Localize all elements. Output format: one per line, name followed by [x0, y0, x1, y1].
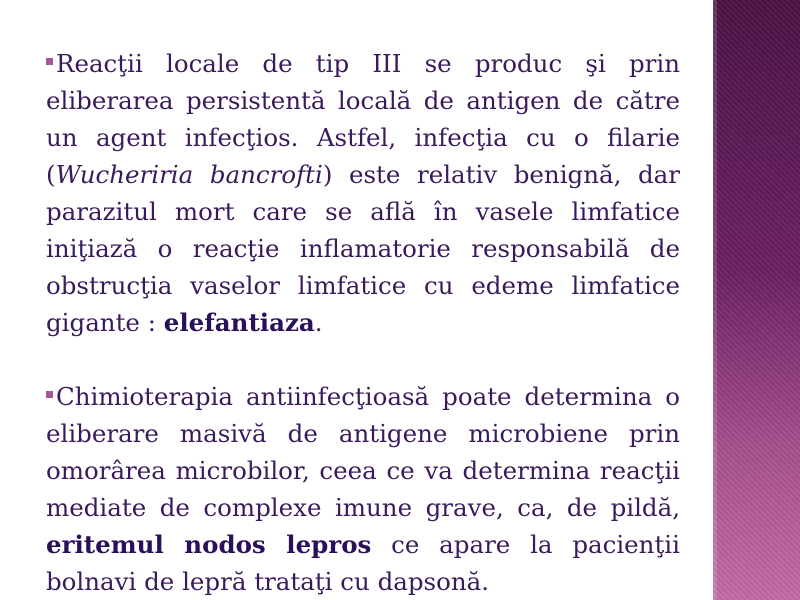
paragraph-2-text-b: ce apare la pacienţii bolnavi de lepră trataţi cu dapsonă.: [46, 530, 680, 596]
paragraph-1-text-a: Reacţii locale de tip III se produc şi prin eliberarea persistentă locală de antigen de către un agent infecţios. Astfel, infecţia cu o filarie (: [46, 49, 680, 189]
slide-body: [46, 45, 680, 600]
decorative-side-band: [713, 0, 800, 600]
paragraph-1-text-c: .: [314, 308, 323, 337]
species-name: Wucheriria bancrofti: [55, 160, 323, 189]
square-bullet-icon: [46, 391, 53, 398]
paragraph-reactii-locale: [46, 45, 680, 341]
paragraph-chimioterapia: [46, 378, 680, 600]
paragraph-1-text-b: ) este relativ benignă, dar parazitul mort care se află în vasele limfatice iniţiază o reacţie inflamatorie responsabilă de obstrucţia vaselor limfatice cu edeme limfatice gigante :: [46, 160, 680, 337]
paragraph-2-text-a: Chimioterapia antiinfecţioasă poate determina o eliberare masivă de antigene microbiene prin omorârea microbilor, ceea ce va determina reacţii mediate de complexe imune grave, ca, de pildă,: [46, 382, 680, 522]
square-bullet-icon: [46, 58, 53, 65]
term-elefantiaza: elefantiaza: [163, 308, 315, 337]
term-eritemul-nodos-lepros: eritemul nodos lepros: [46, 530, 372, 559]
